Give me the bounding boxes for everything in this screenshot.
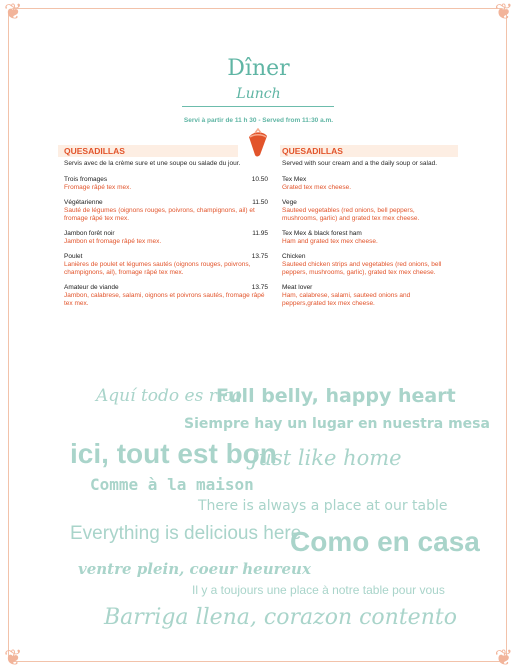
- menu-item: [282, 230, 446, 246]
- menu-title: Dîner: [227, 56, 290, 81]
- slogan: Full belly, happy heart: [216, 385, 456, 407]
- item-name: Amateur de viande: [64, 284, 119, 291]
- right-menu-column: [282, 160, 446, 315]
- corner-flourish-icon: ❦: [494, 0, 513, 25]
- slogan: Siempre hay un lugar en nuestra mesa: [184, 416, 490, 432]
- menu-item: [64, 284, 268, 308]
- corner-flourish-icon: ❦: [494, 646, 513, 671]
- item-price: 11.95: [252, 230, 268, 237]
- menu-item: [282, 176, 446, 192]
- slogan: Como en casa: [290, 526, 480, 557]
- menu-item: [64, 199, 268, 223]
- slogan: Barriga llena, corazon contento: [104, 605, 457, 630]
- menu-item: [282, 199, 446, 223]
- item-description: Grated tex mex cheese.: [282, 184, 352, 191]
- item-description: Jambon et fromage râpé tex mex.: [64, 238, 162, 245]
- item-name: Jambon forêt noir: [64, 230, 115, 237]
- menu-item: [64, 176, 268, 192]
- menu-subtitle: Lunch: [236, 86, 281, 102]
- slogan: Everything is delicious here: [70, 523, 302, 544]
- slogan: ventre plein, coeur heureux: [78, 560, 311, 578]
- item-description: Fromage râpé tex mex.: [64, 184, 132, 191]
- right-section-title: QUESADILLAS: [282, 146, 343, 156]
- serving-hours: Servi à partir de 11 h 30 - Served from 11:30 a.m.: [183, 117, 334, 124]
- item-description: Sauteed chicken strips and vegetables (red onions, bell peppers, mushrooms, garlic), grated tex mex cheese.: [282, 261, 442, 276]
- corner-flourish-icon: ❦: [4, 646, 23, 671]
- item-price: 13.75: [251, 284, 268, 291]
- menu-item: [64, 253, 268, 277]
- left-menu-column: [64, 160, 268, 315]
- item-name: Végétarienne: [64, 199, 103, 206]
- menu-item: [282, 284, 446, 308]
- left-section-title: QUESADILLAS: [64, 146, 125, 156]
- item-name: Trois fromages: [64, 176, 108, 183]
- item-name: Meat lover: [282, 284, 313, 291]
- item-description: Ham and grated tex mex cheese.: [282, 238, 378, 245]
- item-name: Tex Mex: [282, 176, 307, 183]
- item-name: Vege: [282, 199, 297, 206]
- slogan: There is always a place at our table: [198, 498, 448, 514]
- slogan: Comme à la maison: [90, 475, 254, 494]
- item-price: 10.50: [251, 176, 268, 183]
- item-name: Chicken: [282, 253, 306, 260]
- slogan: Il y a toujours une place à notre table pour vous: [192, 583, 445, 597]
- menu-item: [282, 253, 446, 277]
- item-price: 11.50: [252, 199, 268, 206]
- slogan: ici, tout est bon: [70, 438, 277, 469]
- menu-item: [64, 230, 268, 246]
- corner-flourish-icon: ❦: [4, 0, 23, 25]
- item-description: Lanières de poulet et légumes sautés (oignons rouges, poivrons, champignons, ail), fromage râpé tex mex.: [64, 261, 251, 276]
- item-price: 13.75: [251, 253, 268, 260]
- slogan: Aquí todo es rico: [96, 386, 243, 406]
- section-description: Servis avec de la crème sure et une soupe ou salade du jour.: [64, 160, 241, 167]
- chili-pepper-icon: [243, 128, 273, 158]
- item-description: Jambon, calabrese, salami, oignons et poivrons sautés, fromage râpé tex mex.: [64, 292, 265, 307]
- item-name: Poulet: [64, 253, 83, 260]
- item-description: Sauteed vegetables (red onions, bell peppers, mushrooms, garlic) and grated tex mex cheese.: [282, 207, 420, 222]
- item-description: Sauté de légumes (oignons rouges, poivrons, champignons, ail) et fromage râpé tex mex.: [64, 207, 255, 222]
- title-divider: [182, 106, 334, 107]
- item-name: Tex Mex & black forest ham: [282, 230, 362, 237]
- section-description: Served with sour cream and a the daily soup or salad.: [282, 160, 438, 167]
- item-description: Ham, calabrese, salami, sauteed onions and peppers,grated tex mex cheese.: [282, 292, 411, 307]
- slogan: Just like home: [250, 446, 402, 470]
